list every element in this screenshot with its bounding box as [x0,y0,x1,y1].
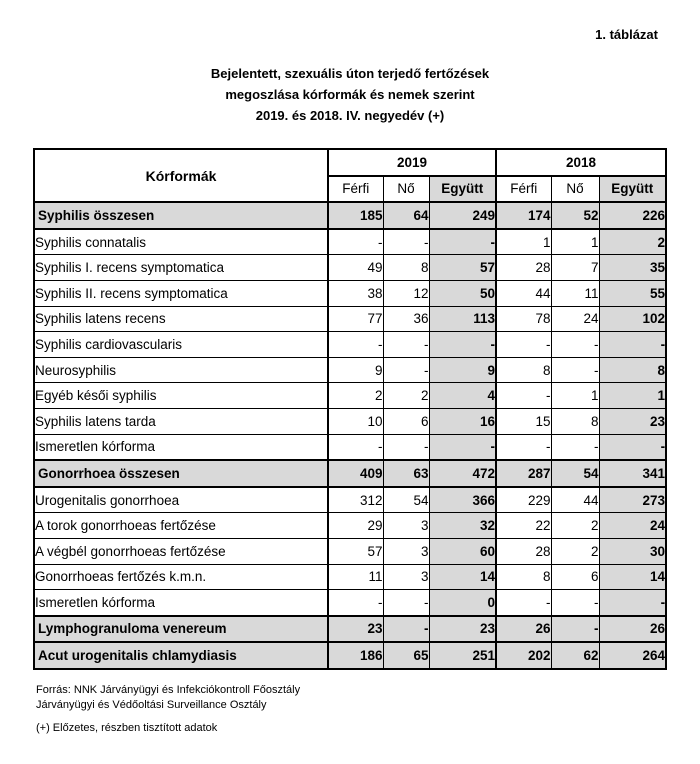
cell-value: 36 [383,306,429,332]
table-row [34,590,666,616]
cell-value: 54 [551,460,599,487]
cell-value: 15 [496,408,551,434]
cell-value: 472 [429,460,496,487]
year-header-2019: 2019 [328,149,496,176]
cell-value: 8 [551,408,599,434]
table-row [34,434,666,460]
row-label: Syphilis II. recens symptomatica [34,280,328,306]
table-row [34,306,666,332]
table-row [34,229,666,255]
cell-value: - [496,434,551,460]
cell-value: 11 [551,280,599,306]
cell-value: 28 [496,538,551,564]
row-label: Syphilis I. recens symptomatica [34,255,328,281]
cell-value: 185 [328,202,383,229]
table-row [34,460,666,487]
data-table [33,148,667,670]
row-label: Lymphogranuloma venereum [34,616,328,643]
cell-value: - [496,332,551,358]
cell-value: 3 [383,513,429,539]
row-label: Urogenitalis gonorrhoea [34,487,328,513]
cell-value: - [551,616,599,643]
table-row [34,487,666,513]
row-label: A torok gonorrhoeas fertőzése [34,513,328,539]
cell-value: - [328,332,383,358]
cell-value: 102 [599,306,666,332]
source-line-2: Járványügyi és Védőoltási Surveillance Osztály [36,699,267,711]
cell-value: 8 [599,357,666,383]
title-line-2: megoszlása kórformák és nemek szerint [225,87,475,102]
table-row [34,255,666,281]
row-label: A végbél gonorrhoeas fertőzése [34,538,328,564]
table-row [34,616,666,643]
cell-value: 249 [429,202,496,229]
cell-value: - [328,434,383,460]
cell-value: 77 [328,306,383,332]
cell-value: 273 [599,487,666,513]
table-row [34,332,666,358]
cell-value: 44 [496,280,551,306]
subheader-ferfi-2018: Férfi [496,176,551,203]
cell-value: 366 [429,487,496,513]
cell-value: - [383,590,429,616]
cell-value: 6 [383,408,429,434]
cell-value: - [551,434,599,460]
cell-value: 22 [496,513,551,539]
cell-value: 251 [429,642,496,669]
cell-value: - [429,229,496,255]
cell-value: 26 [599,616,666,643]
cell-value: - [429,434,496,460]
cell-value: 29 [328,513,383,539]
cell-value: 54 [383,487,429,513]
cell-value: 287 [496,460,551,487]
cell-value: 226 [599,202,666,229]
cell-value: 44 [551,487,599,513]
cell-value: - [383,332,429,358]
cell-value: 6 [551,564,599,590]
cell-value: 8 [383,255,429,281]
cell-value: - [496,590,551,616]
cell-value: 2 [599,229,666,255]
cell-value: 60 [429,538,496,564]
cell-value: - [551,357,599,383]
row-label: Acut urogenitalis chlamydiasis [34,642,328,669]
cell-value: - [599,332,666,358]
cell-value: 64 [383,202,429,229]
cell-value: 8 [496,564,551,590]
row-label: Syphilis összesen [34,202,328,229]
cell-value: 10 [328,408,383,434]
row-label: Egyéb késői syphilis [34,383,328,409]
cell-value: 12 [383,280,429,306]
cell-value: 14 [599,564,666,590]
table-row [34,202,666,229]
cell-value: 2 [551,538,599,564]
table-row [34,513,666,539]
cell-value: 3 [383,538,429,564]
table-row [34,408,666,434]
table-row [34,642,666,669]
table-row [34,564,666,590]
cell-value: 2 [551,513,599,539]
subheader-no-2018: Nő [551,176,599,203]
cell-value: 26 [496,616,551,643]
cell-value: 8 [496,357,551,383]
cell-value: 9 [429,357,496,383]
cell-value: 312 [328,487,383,513]
cell-value: 30 [599,538,666,564]
row-label: Gonorrhoeas fertőzés k.m.n. [34,564,328,590]
cell-value: 0 [429,590,496,616]
title-line-1: Bejelentett, szexuális úton terjedő fertőzések [210,66,490,81]
cell-value: - [383,434,429,460]
cell-value: 23 [328,616,383,643]
cell-value: 23 [599,408,666,434]
cell-value: 2 [383,383,429,409]
table-title [0,63,700,126]
subheader-no-2019: Nő [383,176,429,203]
cell-value: 55 [599,280,666,306]
table-row [34,357,666,383]
subheader-egyutt-2018: Együtt [599,176,666,203]
cell-value: 9 [328,357,383,383]
cell-value: - [328,229,383,255]
row-label: Neurosyphilis [34,357,328,383]
year-header-2018: 2018 [496,149,666,176]
subheader-ferfi-2019: Férfi [328,176,383,203]
cell-value: 35 [599,255,666,281]
cell-value: 28 [496,255,551,281]
cell-value: 57 [429,255,496,281]
cell-value: 113 [429,306,496,332]
cell-value: 23 [429,616,496,643]
row-label: Ismeretlen kórforma [34,434,328,460]
cell-value: - [383,229,429,255]
cell-value: - [599,590,666,616]
cell-value: 14 [429,564,496,590]
cell-value: 62 [551,642,599,669]
cell-value: - [429,332,496,358]
cell-value: - [383,357,429,383]
cell-value: 63 [383,460,429,487]
source-line-1: Forrás: NNK Járványügyi és Infekciókontroll Főosztály [36,684,301,696]
row-label: Syphilis connatalis [34,229,328,255]
cell-value: 1 [551,383,599,409]
cell-value: 4 [429,383,496,409]
cell-value: 49 [328,255,383,281]
cell-value: 78 [496,306,551,332]
cell-value: 32 [429,513,496,539]
cell-value: 7 [551,255,599,281]
row-label: Ismeretlen kórforma [34,590,328,616]
cell-value: - [383,616,429,643]
cell-value: 11 [328,564,383,590]
table-row [34,538,666,564]
source-note [36,683,300,713]
row-label: Syphilis latens tarda [34,408,328,434]
table-number: 1. táblázat [595,27,658,42]
cell-value: 24 [551,306,599,332]
cell-value: 202 [496,642,551,669]
cell-value: 1 [551,229,599,255]
column-header-korformak: Kórformák [34,149,328,202]
cell-value: - [551,332,599,358]
cell-value: 186 [328,642,383,669]
cell-value: 16 [429,408,496,434]
title-line-3: 2019. és 2018. IV. negyedév (+) [255,108,445,123]
cell-value: 341 [599,460,666,487]
row-label: Gonorrhoea összesen [34,460,328,487]
cell-value: 1 [599,383,666,409]
preliminary-note: (+) Előzetes, részben tisztított adatok [36,722,218,734]
cell-value: 52 [551,202,599,229]
cell-value: 3 [383,564,429,590]
cell-value: 264 [599,642,666,669]
cell-value: - [551,590,599,616]
table-body [34,202,666,669]
subheader-egyutt-2019: Együtt [429,176,496,203]
cell-value: 2 [328,383,383,409]
table-row [34,383,666,409]
cell-value: 57 [328,538,383,564]
cell-value: 65 [383,642,429,669]
cell-value: 38 [328,280,383,306]
cell-value: - [599,434,666,460]
cell-value: 409 [328,460,383,487]
row-label: Syphilis cardiovascularis [34,332,328,358]
cell-value: - [328,590,383,616]
cell-value: 24 [599,513,666,539]
cell-value: 1 [496,229,551,255]
cell-value: 174 [496,202,551,229]
cell-value: 50 [429,280,496,306]
row-label: Syphilis latens recens [34,306,328,332]
cell-value: 229 [496,487,551,513]
table-row [34,280,666,306]
cell-value: - [496,383,551,409]
